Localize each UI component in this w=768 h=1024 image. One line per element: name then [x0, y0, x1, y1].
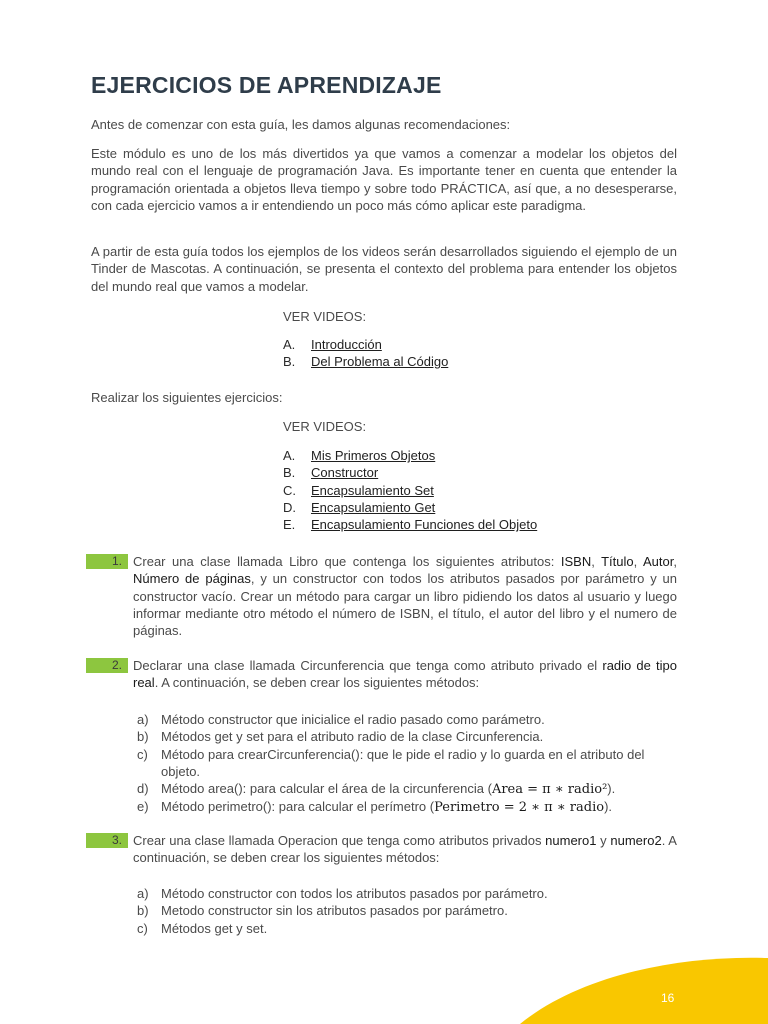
- exercise-number-badge: 2.: [86, 658, 128, 673]
- list-item: [283, 464, 537, 481]
- list-item: [283, 336, 448, 353]
- exercise-2-methods: [137, 711, 677, 817]
- exercise-3-methods: [137, 885, 677, 937]
- exercise-number-badge: 3.: [86, 833, 128, 848]
- list-letter: A.: [283, 448, 296, 463]
- video-link-problema-codigo[interactable]: Del Problema al Código: [311, 354, 449, 370]
- list-letter: D.: [283, 499, 296, 515]
- page-number: 16: [661, 991, 675, 1005]
- exercise-number-badge: 1.: [86, 554, 128, 569]
- exercise-1: [86, 553, 677, 639]
- list-item: a) Método constructor que inicialice el radio pasado como parámetro.: [137, 712, 545, 727]
- list-item: d) Método area(): para calcular el área de la circunferencia (Area = π ∗ radio²).: [137, 781, 616, 798]
- video-link-primeros-objetos[interactable]: Mis Primeros Objetos: [311, 448, 436, 463]
- list-item: b) Métodos get y set para el atributo radio de la clase Circunferencia.: [137, 729, 544, 745]
- intro-paragraph-2: Este módulo es uno de los más divertidos ya que vamos a comenzar a modelar los objetos del mundo real con el lenguaje de programación Java. Es importante tener en cuenta que entender la programación orientada a objetos lleva tiempo y sobre todo PRÁCTICA, así que, a no desesperarse, con cada ejercicio vamos a ir entendiendo un poco más cómo aplicar este paradigma.: [91, 146, 677, 213]
- video-link-encapsulamiento-get[interactable]: Encapsulamiento Get: [311, 499, 436, 515]
- perimeter-formula: Perimetro = 2 ∗ π ∗ radio: [434, 800, 605, 816]
- list-letter: E.: [283, 517, 296, 533]
- list-item: [283, 499, 537, 516]
- videos-list-1: [283, 336, 448, 371]
- video-link-introduccion[interactable]: Introducción: [311, 337, 382, 352]
- exercise-3: [86, 832, 677, 867]
- list-item: [283, 482, 537, 499]
- list-letter: C.: [283, 482, 296, 498]
- videos-label-2: VER VIDEOS:: [283, 419, 367, 434]
- area-formula: Area = π ∗ radio²: [491, 782, 608, 798]
- video-link-funciones-objeto[interactable]: Encapsulamiento Funciones del Objeto: [311, 517, 538, 533]
- intro-paragraph-3: A partir de esta guía todos los ejemplos de los videos serán desarrollados siguiendo el ejemplo de un Tinder de Mascotas. A continuación, se presenta el contexto del problema para entender los objetos del mundo real que vamos a modelar.: [91, 244, 677, 294]
- video-link-constructor[interactable]: Constructor: [311, 465, 379, 481]
- list-item: c) Método para crearCircunferencia(): que le pide el radio y lo guarda en el atributo del objeto.: [137, 746, 645, 779]
- list-item: a) Método constructor con todos los atributos pasados por parámetro.: [137, 886, 548, 901]
- list-item: c) Métodos get y set.: [137, 920, 268, 936]
- page-title: EJERCICIOS DE APRENDIZAJE: [91, 72, 442, 98]
- list-item: [283, 516, 537, 533]
- list-item: [283, 353, 448, 370]
- list-item: [283, 447, 537, 464]
- videos-list-2: [283, 447, 537, 533]
- video-link-encapsulamiento-set[interactable]: Encapsulamiento Set: [311, 482, 434, 498]
- list-item: e) Método perimetro(): para calcular el perímetro (Perimetro = 2 ∗ π ∗ radio).: [137, 799, 613, 816]
- list-item: b) Metodo constructor sin los atributos pasados por parámetro.: [137, 903, 508, 919]
- list-letter: B.: [283, 354, 296, 370]
- exercise-text: Declarar una clase llamada Circunferencia que tenga como atributo privado el radio de tipo real. A continuación, se deben crear los siguientes métodos:: [133, 658, 677, 691]
- intro-paragraph-1: Antes de comenzar con esta guía, les damos algunas recomendaciones:: [91, 117, 511, 132]
- exercise-2: [86, 657, 677, 692]
- list-letter: A.: [283, 337, 296, 352]
- exercise-text: Crear una clase llamada Operacion que tenga como atributos privados numero1 y numero2. A continuación, se deben crear los siguientes métodos:: [133, 833, 677, 866]
- videos-label: VER VIDEOS:: [283, 309, 367, 324]
- list-letter: B.: [283, 465, 296, 481]
- exercise-text: Crear una clase llamada Libro que contenga los siguientes atributos: ISBN, Título, Autor, Número de páginas, y un constructor con todos los atributos pasados por parámetro y un constructor vacío. Crear un método para cargar un libro pidiendo los datos al usuario y luego informar mediante otro método el número de ISBN, el título, el autor del libro y el numero de páginas.: [133, 554, 677, 639]
- realizar-text: Realizar los siguientes ejercicios:: [91, 390, 283, 405]
